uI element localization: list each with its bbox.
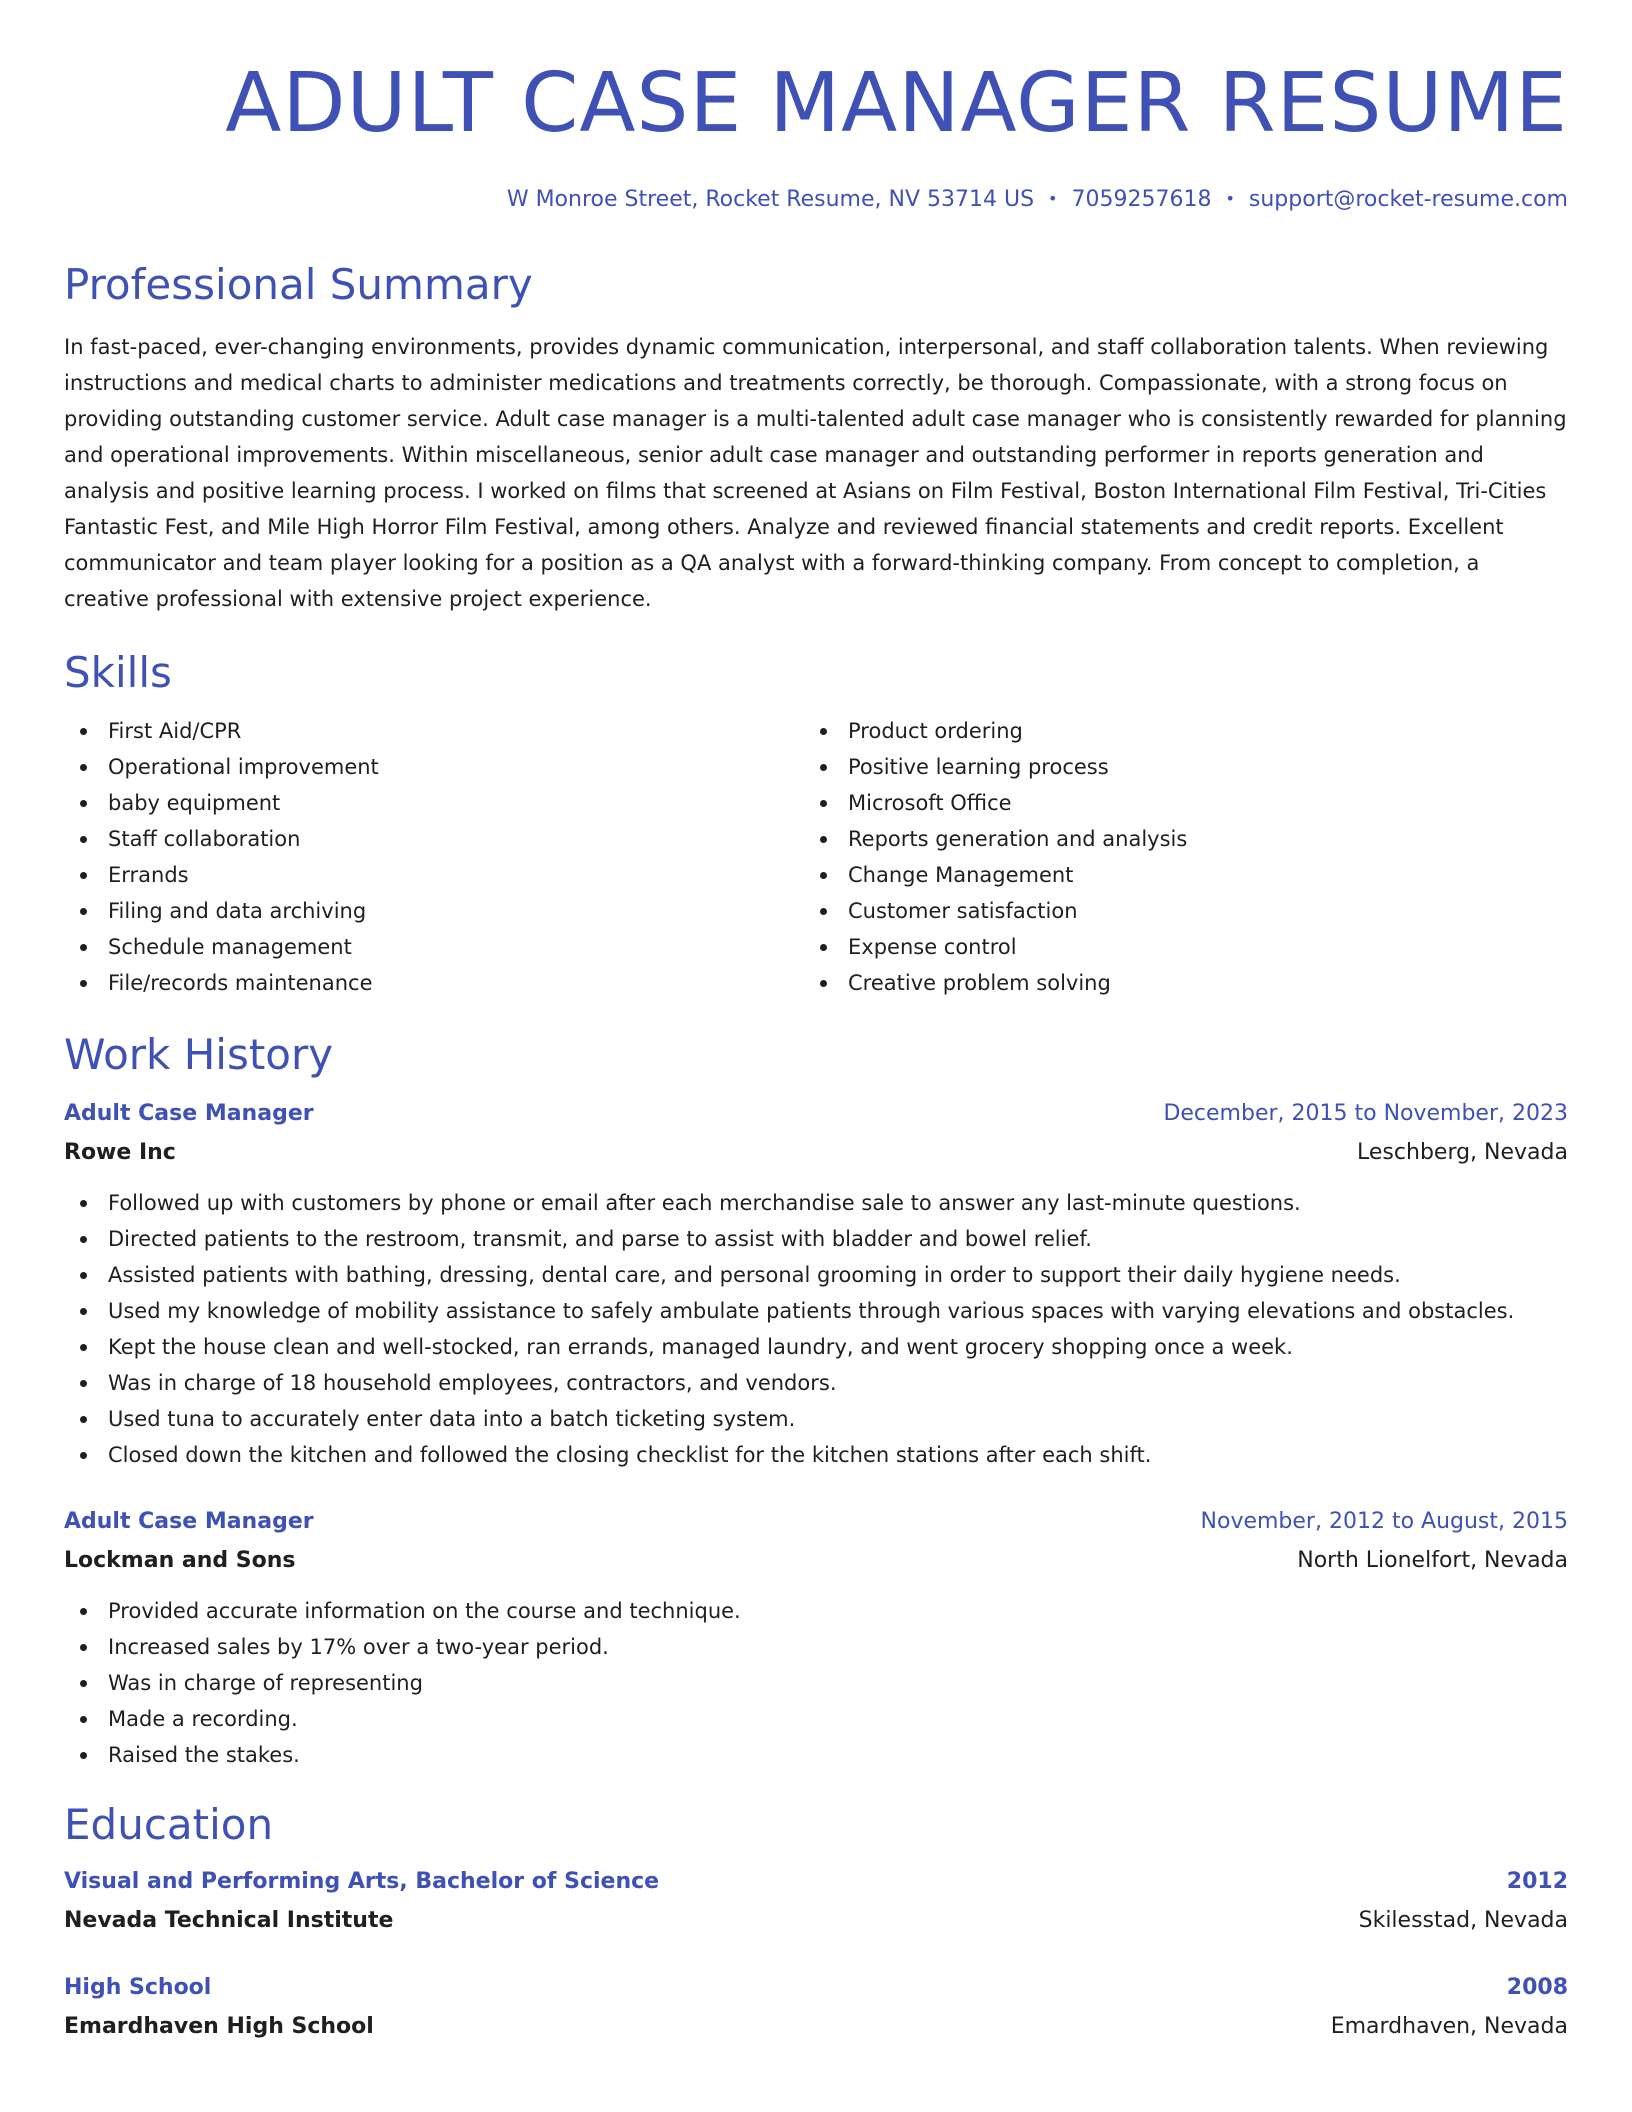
education-school-row	[64, 2007, 1568, 2047]
education-year: 2008	[1506, 1975, 1568, 2000]
education-entry	[64, 1863, 1568, 1941]
contact-email[interactable]: support@rocket-resume.com	[1248, 187, 1568, 212]
skill-item: Staff collaboration	[64, 821, 804, 857]
bullet-separator: •	[1225, 189, 1235, 208]
job-company-row	[64, 1133, 1568, 1173]
education-location: Emardhaven, Nevada	[1330, 2014, 1568, 2039]
education-school-row	[64, 1901, 1568, 1941]
skill-item: Schedule management	[64, 929, 804, 965]
job-bullet: Increased sales by 17% over a two-year period.	[64, 1629, 1568, 1665]
job-entry	[64, 1095, 1568, 1473]
skill-item: Creative problem solving	[804, 965, 1544, 1001]
job-title: Adult Case Manager	[64, 1509, 314, 1534]
contact-phone: 7059257618	[1071, 187, 1212, 212]
skill-item: File/records maintenance	[64, 965, 804, 1001]
contact-address: W Monroe Street, Rocket Resume, NV 53714 US	[506, 187, 1035, 212]
job-bullet: Followed up with customers by phone or email after each merchandise sale to answer any last-minute questions.	[64, 1185, 1568, 1221]
education-degree: High School	[64, 1975, 212, 2000]
job-bullet: Directed patients to the restroom, transmit, and parse to assist with bladder and bowel relief.	[64, 1221, 1568, 1257]
job-company: Lockman and Sons	[64, 1548, 296, 1573]
skill-item: Errands	[64, 857, 804, 893]
skill-item: Operational improvement	[64, 749, 804, 785]
work-history-heading: Work History	[64, 1030, 334, 1079]
resume-title: ADULT CASE MANAGER RESUME	[225, 56, 1568, 151]
job-bullets	[64, 1593, 1568, 1773]
education-school: Emardhaven High School	[64, 2014, 374, 2039]
education-year: 2012	[1506, 1869, 1568, 1894]
summary-text: In fast-paced, ever-changing environments, provides dynamic communication, interpersonal, and staff collaboration talents. When reviewing instructions and medical charts to administer medications and treatments correctly, be thorough. Compassionate, with a strong focus on providing outstanding customer service. Adult case manager is a multi-talented adult case manager who is consistently rewarded for planning and operational improvements. Within miscellaneous, senior adult case manager and outstanding performer in reports generation and analysis and positive learning process. I worked on films that screened at Asians on Film Festival, Boston International Film Festival, Tri-Cities Fantastic Fest, and Mile High Horror Film Festival, among others. Analyze and reviewed financial statements and credit reports. Excellent communicator and team player looking for a position as a QA analyst with a forward-thinking company. From concept to completion, a creative professional with extensive project experience.	[64, 335, 1567, 611]
job-company: Rowe Inc	[64, 1140, 176, 1165]
skill-item: baby equipment	[64, 785, 804, 821]
skill-item: Expense control	[804, 929, 1544, 965]
skills-column-right	[804, 713, 1544, 1001]
job-bullet: Was in charge of representing	[64, 1665, 1568, 1701]
skill-item: Microsoft Office	[804, 785, 1544, 821]
job-bullet: Was in charge of 18 household employees, contractors, and vendors.	[64, 1365, 1568, 1401]
job-bullet: Closed down the kitchen and followed the closing checklist for the kitchen stations after each shift.	[64, 1437, 1568, 1473]
summary-heading: Professional Summary	[64, 260, 533, 309]
job-bullet: Kept the house clean and well-stocked, ran errands, managed laundry, and went grocery shopping once a week.	[64, 1329, 1568, 1365]
skill-item: Positive learning process	[804, 749, 1544, 785]
job-bullets	[64, 1185, 1568, 1473]
skills-column-left	[64, 713, 804, 1001]
skills-list	[64, 713, 1568, 1001]
skill-item: Reports generation and analysis	[804, 821, 1544, 857]
education-school: Nevada Technical Institute	[64, 1908, 394, 1933]
bullet-separator: •	[1048, 189, 1058, 208]
job-location: North Lionelfort, Nevada	[1297, 1548, 1568, 1573]
education-entry	[64, 1969, 1568, 2047]
education-heading: Education	[64, 1800, 274, 1849]
job-dates: December, 2015 to November, 2023	[1163, 1101, 1568, 1126]
job-bullet: Made a recording.	[64, 1701, 1568, 1737]
job-bullet: Used tuna to accurately enter data into a batch ticketing system.	[64, 1401, 1568, 1437]
skill-item: Customer satisfaction	[804, 893, 1544, 929]
education-header-row	[64, 1969, 1568, 2007]
skill-item: First Aid/CPR	[64, 713, 804, 749]
job-header-row	[64, 1503, 1568, 1541]
job-bullet: Used my knowledge of mobility assistance to safely ambulate patients through various spaces with varying elevations and obstacles.	[64, 1293, 1568, 1329]
skill-item: Product ordering	[804, 713, 1544, 749]
job-bullet: Raised the stakes.	[64, 1737, 1568, 1773]
job-bullet: Assisted patients with bathing, dressing, dental care, and personal grooming in order to support their daily hygiene needs.	[64, 1257, 1568, 1293]
job-dates: November, 2012 to August, 2015	[1200, 1509, 1568, 1534]
job-bullet: Provided accurate information on the course and technique.	[64, 1593, 1568, 1629]
skills-heading: Skills	[64, 648, 172, 697]
job-location: Leschberg, Nevada	[1357, 1140, 1568, 1165]
education-header-row	[64, 1863, 1568, 1901]
job-company-row	[64, 1541, 1568, 1581]
job-entry	[64, 1503, 1568, 1773]
job-header-row	[64, 1095, 1568, 1133]
job-title: Adult Case Manager	[64, 1101, 314, 1126]
skill-item: Filing and data archiving	[64, 893, 804, 929]
education-degree: Visual and Performing Arts, Bachelor of Science	[64, 1869, 660, 1894]
contact-line	[64, 184, 1568, 215]
skill-item: Change Management	[804, 857, 1544, 893]
education-location: Skilesstad, Nevada	[1358, 1908, 1568, 1933]
